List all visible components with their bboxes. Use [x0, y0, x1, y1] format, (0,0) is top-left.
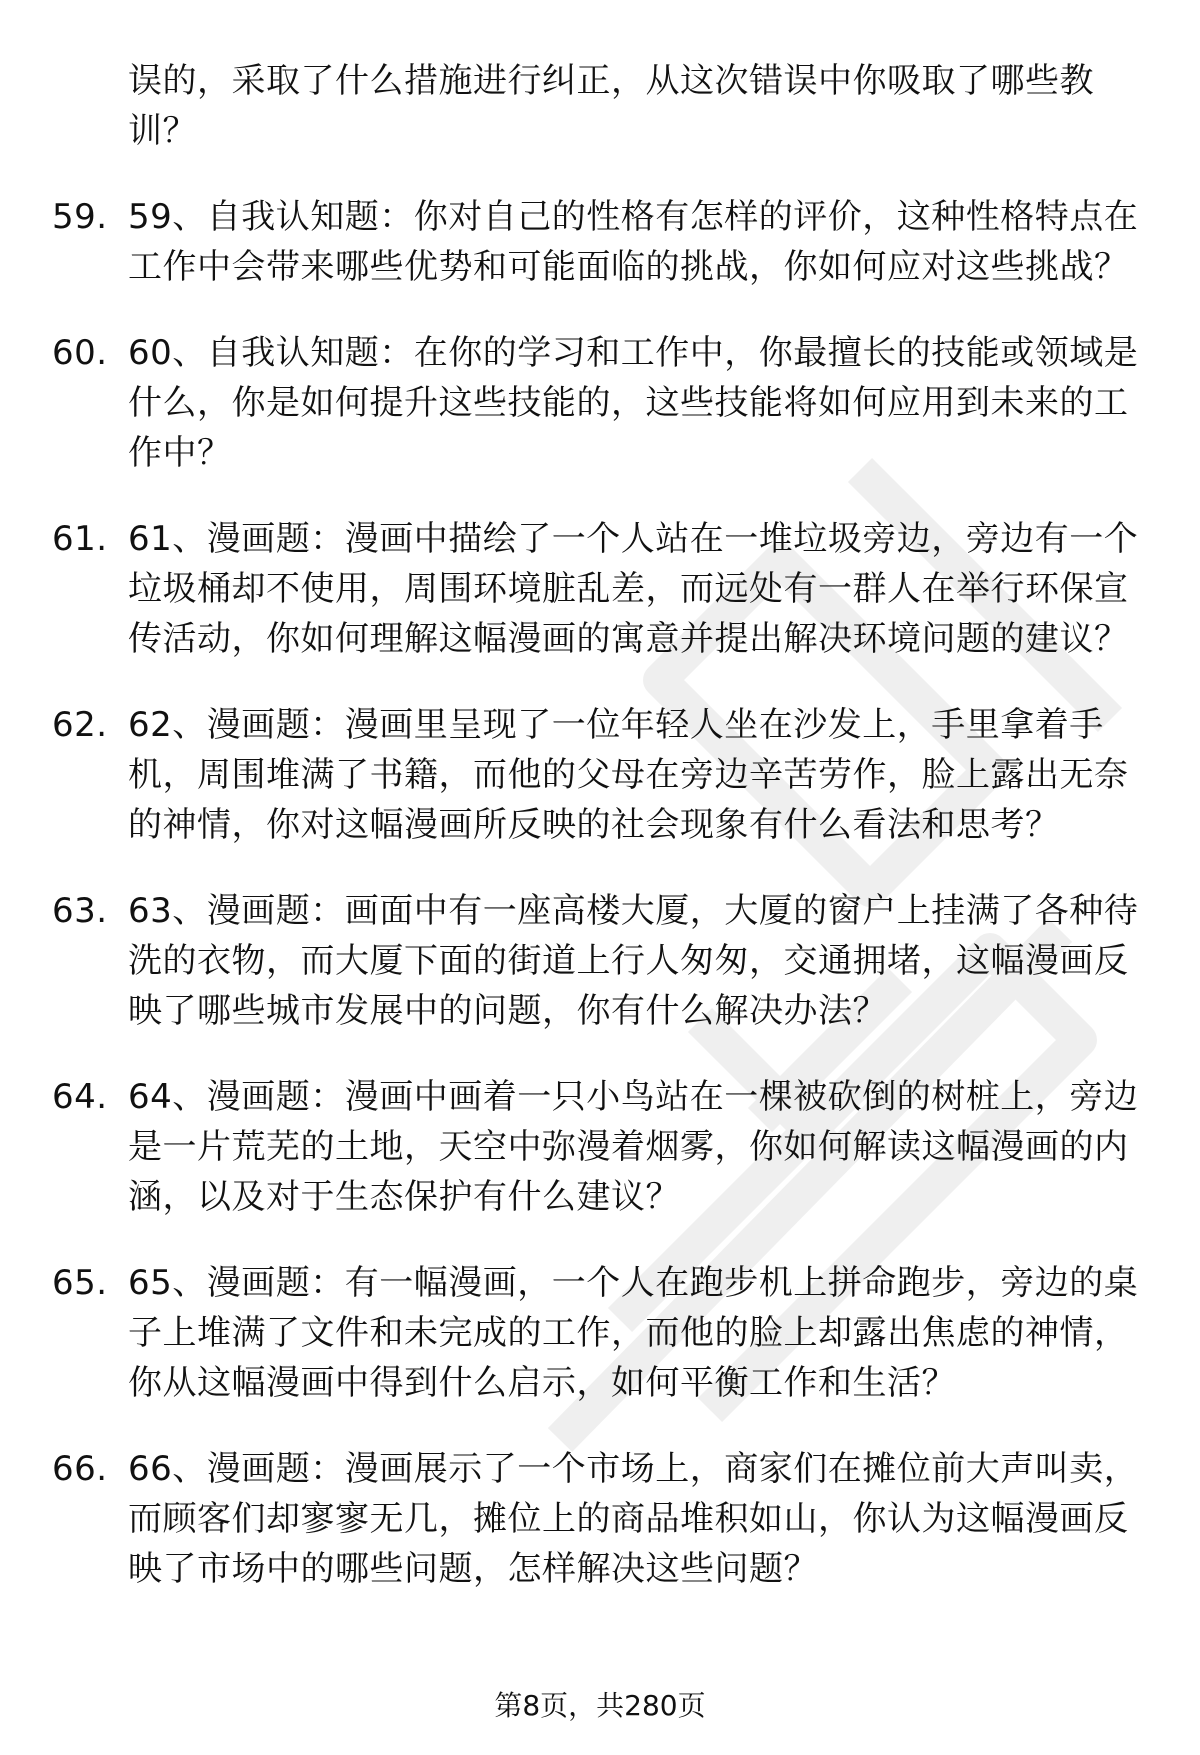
question-text: 60、自我认知题：在你的学习和工作中，你最擅长的技能或领域是什么，你是如何提升这些技能的，这些技能将如何应用到未来的工作中？ [128, 333, 1139, 473]
question-item [0, 192, 1140, 292]
question-number: 64. [52, 1077, 108, 1117]
question-text: 59、自我认知题：你对自己的性格有怎样的评价，这种性格特点在工作中会带来哪些优势和可能面临的挑战，你如何应对这些挑战？ [128, 197, 1139, 287]
question-text: 63、漫画题：画面中有一座高楼大厦，大厦的窗户上挂满了各种待洗的衣物，而大厦下面的街道上行人匆匆，交通拥堵，这幅漫画反映了哪些城市发展中的问题，你有什么解决办法？ [128, 891, 1139, 1031]
question-item [0, 886, 1140, 1036]
question-item [0, 1444, 1140, 1594]
question-item [0, 328, 1140, 478]
question-number: 60. [52, 333, 108, 373]
question-item [0, 700, 1140, 850]
question-number: 61. [52, 519, 108, 559]
question-text: 62、漫画题：漫画里呈现了一位年轻人坐在沙发上，手里拿着手机，周围堆满了书籍，而他的父母在旁边辛苦劳作，脸上露出无奈的神情，你对这幅漫画所反映的社会现象有什么看法和思考？ [128, 705, 1129, 845]
question-text: 64、漫画题：漫画中画着一只小鸟站在一棵被砍倒的树桩上，旁边是一片荒芜的土地，天空中弥漫着烟雾，你如何解读这幅漫画的内涵，以及对于生态保护有什么建议？ [128, 1077, 1139, 1217]
question-text: 65、漫画题：有一幅漫画，一个人在跑步机上拼命跑步，旁边的桌子上堆满了文件和未完成的工作，而他的脸上却露出焦虑的神情，你从这幅漫画中得到什么启示，如何平衡工作和生活？ [128, 1263, 1139, 1403]
question-number: 65. [52, 1263, 108, 1303]
page-footer: 第8页，共280页 [494, 1689, 706, 1722]
question-text: 61、漫画题：漫画中描绘了一个人站在一堆垃圾旁边，旁边有一个垃圾桶却不使用，周围环境脏乱差，而远处有一群人在举行环保宣传活动，你如何理解这幅漫画的寓意并提出解决环境问题的建议？ [128, 519, 1139, 659]
question-number: 62. [52, 705, 108, 745]
question-number: 66. [52, 1449, 108, 1489]
question-number: 59. [52, 197, 108, 237]
question-text: 66、漫画题：漫画展示了一个市场上，商家们在摊位前大声叫卖，而顾客们却寥寥无几，摊位上的商品堆积如山，你认为这幅漫画反映了市场中的哪些问题，怎样解决这些问题？ [128, 1449, 1139, 1589]
question-item [0, 514, 1140, 664]
question-list [0, 192, 1140, 1594]
continued-question-text: 误的，采取了什么措施进行纠正，从这次错误中你吸取了哪些教训？ [128, 61, 1094, 151]
question-number: 63. [52, 891, 108, 931]
question-item [0, 1258, 1140, 1408]
question-item [0, 1072, 1140, 1222]
